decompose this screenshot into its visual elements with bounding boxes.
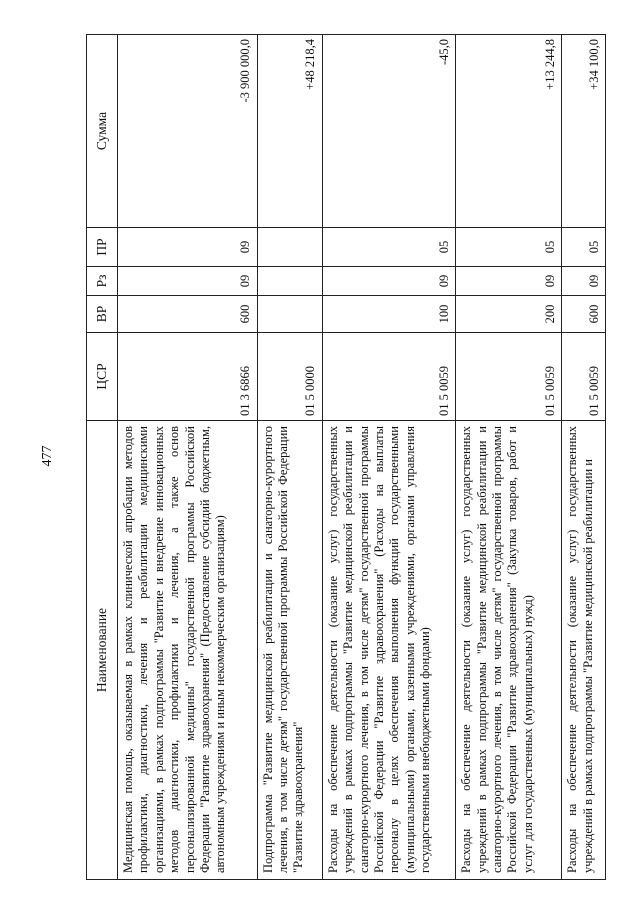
row-rz-cell: 09 — [118, 267, 258, 296]
row-csr-cell: 01 5 0000 — [257, 333, 322, 421]
header-rz: Рз — [87, 267, 118, 296]
row-rz-cell: 09 — [322, 267, 455, 296]
budget-table — [86, 34, 606, 880]
row-vr-cell: 200 — [456, 296, 562, 333]
row-csr-cell: 01 3 6866 — [118, 333, 258, 421]
table-row — [118, 35, 258, 880]
table-row — [456, 35, 562, 880]
row-name-cell: Расходы на обеспечение деятельности (оказание услуг) государственных учреждений в рамках подпрограммы "Развитие медицинской реабилитации и санаторно-курортного лечения, в том числе детям" государственной программы Российской Федерации "Развитие здравоохранения" (Закупка товаров, работ и услуг для государственных (муниципальных) нужд) — [456, 421, 562, 880]
table-row — [257, 35, 322, 880]
row-pr-cell: 09 — [118, 228, 258, 267]
header-csr: ЦСР — [87, 333, 118, 421]
row-sum-cell: +34 100,0 — [562, 35, 606, 228]
table-row — [322, 35, 455, 880]
row-name-cell: Подпрограмма "Развитие медицинской реабилитации и санаторно-курортного лечения, в том числе детям" государственной программы Российской Федерации "Развитие здравоохранения" — [257, 421, 322, 880]
header-sum: Сумма — [87, 35, 118, 228]
header-vr: ВР — [87, 296, 118, 333]
row-pr-cell: 05 — [562, 228, 606, 267]
row-vr-cell — [257, 296, 322, 333]
table-row — [562, 35, 606, 880]
row-csr-cell: 01 5 0059 — [322, 333, 455, 421]
row-rz-cell — [257, 267, 322, 296]
row-pr-cell: 05 — [456, 228, 562, 267]
row-rz-cell: 09 — [456, 267, 562, 296]
row-pr-cell: 05 — [322, 228, 455, 267]
row-sum-cell: +48 218,4 — [257, 35, 322, 228]
row-csr-cell: 01 5 0059 — [456, 333, 562, 421]
rotated-table-container — [86, 35, 606, 880]
row-sum-cell: -3 900 000,0 — [118, 35, 258, 228]
row-csr-cell: 01 5 0059 — [562, 333, 606, 421]
page-number: 477 — [40, 445, 55, 467]
row-vr-cell: 600 — [118, 296, 258, 333]
row-rz-cell: 09 — [562, 267, 606, 296]
header-pr: ПР — [87, 228, 118, 267]
row-vr-cell: 100 — [322, 296, 455, 333]
row-sum-cell: +13 244,8 — [456, 35, 562, 228]
row-sum-cell: -45,0 — [322, 35, 455, 228]
row-name-cell: Расходы на обеспечение деятельности (оказание услуг) государственных учреждений в рамках подпрограммы "Развитие медицинской реабилитации и — [562, 421, 606, 880]
row-name-cell: Расходы на обеспечение деятельности (оказание услуг) государственных учреждений в рамках подпрограммы "Развитие медицинской реабилитации и санаторно-курортного лечения, в том числе детям" государственной программы Российской Федерации "Развитие здравоохранения" (Расходы на выплаты персоналу в целях обеспечения выполнения функций государственными (муниципальными) органами, казенными учреждениями, органами управления государственными внебюджетными фондами) — [322, 421, 455, 880]
row-name-cell: Медицинская помощь, оказываемая в рамках клинической апробации методов профилактики, диагностики, лечения и реабилитации медицинскими организациями, в рамках подпрограммы "Развитие и внедрение инновационных методов диагностики, профилактики и лечения, а также основ персонализированной медицины" государственной программы Российской Федерации "Развитие здравоохранения" (Предоставление субсидий бюджетным, автономным учреждениям и иным некоммерческим организациям) — [118, 421, 258, 880]
table-header-row — [87, 35, 118, 880]
row-vr-cell: 600 — [562, 296, 606, 333]
row-pr-cell — [257, 228, 322, 267]
header-name: Наименование — [87, 421, 118, 880]
